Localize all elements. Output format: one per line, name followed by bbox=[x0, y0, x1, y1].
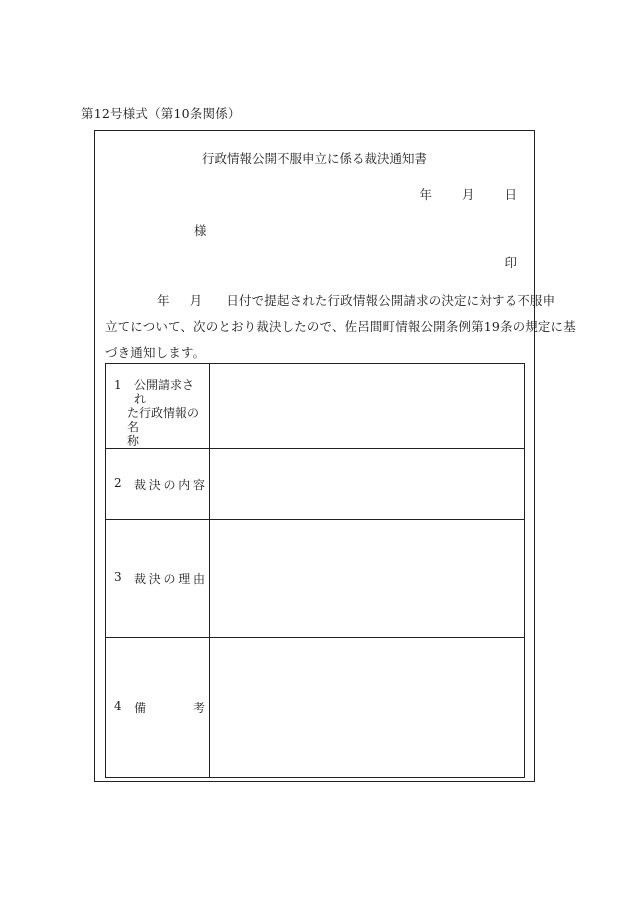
body-line-1-rest: 日付で提起された行政情報公開請求の決定に対する不服申 bbox=[226, 293, 556, 308]
date-line bbox=[419, 185, 517, 203]
row-number: 1 bbox=[114, 378, 122, 392]
label-char: 備 bbox=[134, 701, 147, 715]
requested-info-value[interactable] bbox=[210, 364, 525, 449]
row-label-line-1: 公開請求され bbox=[134, 378, 195, 406]
body-year-label: 年 bbox=[157, 293, 170, 308]
decision-content-value[interactable] bbox=[210, 449, 525, 520]
body-text bbox=[105, 288, 576, 366]
row-label-remarks bbox=[106, 638, 210, 778]
decision-table bbox=[105, 363, 525, 778]
document-frame bbox=[94, 130, 576, 782]
document-title: 行政情報公開不服申立に係る裁決通知書 bbox=[201, 151, 427, 166]
row-label-decision-content bbox=[106, 449, 210, 520]
row-number: 2 bbox=[114, 475, 122, 490]
row-label-line-2: た行政情報の名 bbox=[127, 406, 200, 434]
label-char: 理 bbox=[178, 572, 191, 586]
row-label-decision-reason bbox=[106, 520, 210, 638]
remarks-value[interactable] bbox=[210, 638, 525, 778]
row-label-text bbox=[134, 476, 205, 493]
label-char: の bbox=[163, 477, 176, 492]
label-char: 考 bbox=[192, 701, 205, 715]
body-line-2: 立てについて、次のとおり裁決したので、佐呂間町情報公開条例第19条の規定に基 bbox=[105, 319, 576, 334]
body-line-3: づき通知します。 bbox=[105, 345, 206, 360]
decision-reason-value[interactable] bbox=[210, 520, 525, 638]
date-year-label: 年 bbox=[419, 187, 432, 202]
row-label-line-3: 称 bbox=[127, 434, 140, 448]
table-row-decision-reason bbox=[106, 520, 525, 638]
table-row-remarks bbox=[106, 638, 525, 778]
label-char: 裁 bbox=[134, 572, 147, 586]
table-row-decision-content bbox=[106, 449, 525, 520]
label-char: 決 bbox=[148, 572, 161, 586]
row-label-requested-info bbox=[106, 364, 210, 449]
date-month-label: 月 bbox=[461, 187, 475, 202]
label-char: 容 bbox=[192, 477, 205, 492]
label-char: 裁 bbox=[134, 477, 147, 492]
body-line-1 bbox=[105, 288, 556, 314]
seal-mark: 印 bbox=[504, 255, 517, 270]
label-char: 由 bbox=[192, 572, 205, 586]
label-char: 決 bbox=[148, 477, 161, 492]
label-char: の bbox=[163, 572, 176, 586]
form-number: 第12号様式（第10条関係） bbox=[81, 106, 241, 121]
body-month-label: 月 bbox=[189, 293, 203, 308]
table-row-requested-info bbox=[106, 364, 525, 449]
row-label-text bbox=[127, 378, 205, 448]
date-day-label: 日 bbox=[504, 187, 517, 202]
row-number: 4 bbox=[114, 699, 122, 713]
row-label-text bbox=[134, 570, 205, 587]
addressee-suffix: 様 bbox=[194, 223, 207, 238]
row-number: 3 bbox=[114, 570, 122, 584]
label-char: 内 bbox=[178, 477, 191, 492]
row-label-text bbox=[134, 699, 205, 716]
